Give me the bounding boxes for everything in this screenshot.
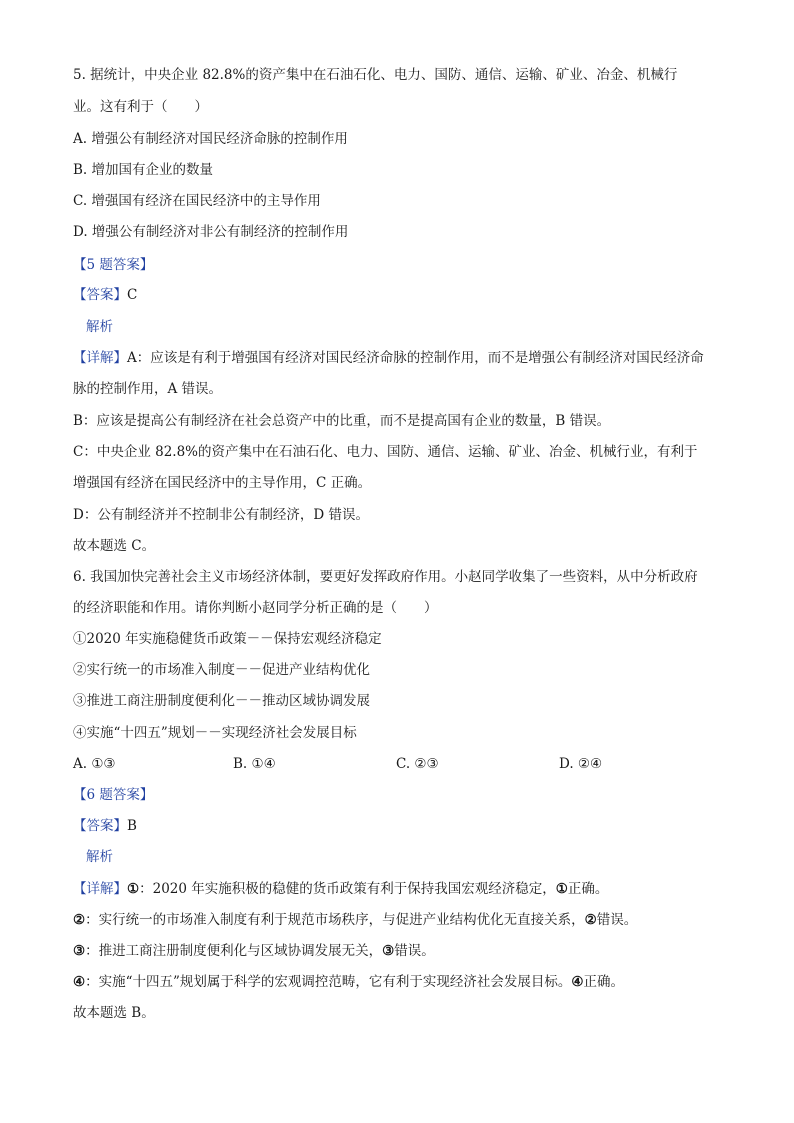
q6-detail-1-num: ①	[127, 881, 140, 897]
q5-detail-a-line2: 脉的控制作用，A 错误。	[73, 381, 223, 397]
q6-detail-2-text: ：实行统一的市场准入制度有利于规范市场秩序，与促进产业结构优化无直接关系，	[85, 912, 585, 928]
q6-detail-1-end: 正确。	[567, 881, 609, 897]
q6-analysis-label	[73, 848, 113, 866]
q6-answer	[73, 817, 137, 835]
q6-answer-value: B	[127, 818, 137, 834]
q6-detail-4-text: ：实施“十四五”规划属于科学的宏观调控范畴，它有利于实现经济社会发展目标。	[85, 974, 572, 990]
q6-detail-2-mark: ②	[584, 912, 597, 928]
q5-detail-c-line2: 增强国有经济在国民经济中的主导作用，C 正确。	[73, 475, 372, 491]
q5-analysis-text: 解析	[86, 319, 113, 335]
q6-detail-4-end: 正确。	[583, 974, 625, 990]
q6-option-d: D. ②④	[559, 756, 603, 772]
q6-detail-1-text: ：2020 年实施积极的稳健的货币政策有利于保持我国宏观经济稳定，	[139, 881, 556, 897]
q5-option-b: B. 增加国有企业的数量	[73, 162, 214, 178]
q5-conclusion: 故本题选 C。	[73, 538, 156, 554]
q6-detail-3-mark: ③	[382, 943, 395, 959]
q6-item-2: ②实行统一的市场准入制度－－促进产业结构优化	[73, 662, 370, 678]
q6-detail-2-num: ②	[73, 912, 86, 928]
q6-item-3: ③推进工商注册制度便利化－－推动区域协调发展	[73, 693, 370, 709]
q6-detail-4-mark: ④	[571, 974, 584, 990]
q6-conclusion: 故本题选 B。	[73, 1005, 155, 1021]
q6-stem-line2: 的经济职能和作用。请你判断小赵同学分析正确的是（ ）	[73, 600, 438, 616]
q5-detail-label: 【详解】	[73, 350, 127, 366]
q5-detail-d: D：公有制经济并不控制非公有制经济，D 错误。	[73, 507, 369, 523]
q5-analysis-label	[73, 318, 113, 336]
q5-option-c: C. 增强国有经济在国民经济中的主导作用	[73, 193, 321, 209]
q5-detail-b: B：应该是提高公有制经济在社会总资产中的比重，而不是提高国有企业的数量，B 错误。	[73, 413, 611, 429]
q6-detail-1	[73, 880, 608, 898]
q5-option-a: A. 增强公有制经济对国民经济命脉的控制作用	[73, 131, 348, 147]
q6-answer-label: 【答案】	[73, 818, 127, 834]
q5-option-d: D. 增强公有制经济对非公有制经济的控制作用	[73, 224, 349, 240]
q5-answer-value: C	[127, 287, 138, 303]
q6-detail-3-end: 错误。	[394, 943, 435, 959]
q6-stem-line1: 6. 我国加快完善社会主义市场经济体制，要更好发挥政府作用。小赵同学收集了一些资料，从中分析政府	[73, 569, 698, 585]
q5-detail-a-line1	[73, 349, 704, 367]
q5-answer-header: 【5 题答案】	[73, 257, 154, 273]
q6-detail-1-mark: ①	[555, 881, 568, 897]
q6-detail-2	[73, 911, 637, 929]
q5-stem-line1: 5. 据统计，中央企业 82.8%的资产集中在石油石化、电力、国防、通信、运输、矿业、冶金、机械行	[73, 67, 678, 83]
q6-detail-4-num: ④	[73, 974, 86, 990]
q6-detail-4	[73, 973, 624, 991]
q6-detail-3	[73, 942, 435, 960]
q5-answer	[73, 286, 137, 304]
q6-option-c: C. ②③	[396, 756, 439, 772]
q6-option-a: A. ①③	[73, 756, 116, 772]
q6-item-1: ①2020 年实施稳健货币政策－－保持宏观经济稳定	[73, 631, 382, 647]
q6-answer-header: 【6 题答案】	[73, 787, 154, 803]
q6-detail-3-num: ③	[73, 943, 86, 959]
q5-stem-line2: 业。这有利于（ ）	[73, 99, 208, 115]
q6-detail-2-end: 错误。	[596, 912, 638, 928]
q6-detail-3-text: ：推进工商注册制度便利化与区域协调发展无关，	[85, 943, 383, 959]
q6-detail-label: 【详解】	[73, 881, 127, 897]
q5-answer-label: 【答案】	[73, 287, 127, 303]
q6-analysis-text: 解析	[86, 849, 113, 865]
q5-detail-c-line1: C：中央企业 82.8%的资产集中在石油石化、电力、国防、通信、运输、矿业、冶金、机械行业，有利于	[73, 444, 698, 460]
q6-item-4: ④实施“十四五”规划－－实现经济社会发展目标	[73, 725, 357, 741]
q6-option-b: B. ①④	[233, 756, 276, 772]
q5-detail-a1: A：应该是有利于增强国有经济对国民经济命脉的控制作用，而不是增强公有制经济对国民经济命	[127, 350, 704, 366]
